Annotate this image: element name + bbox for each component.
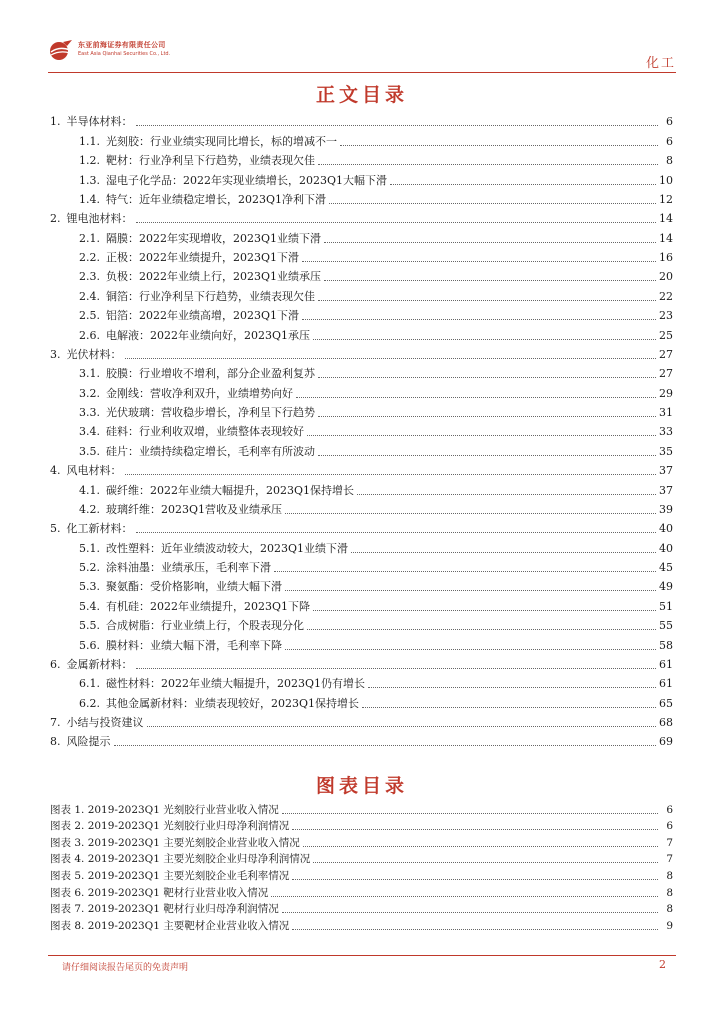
figure-entry-title: 图表 6. 2019-2023Q1 靶材行业营业收入情况 [50,886,269,899]
dot-leader [292,929,658,930]
toc-entry[interactable] [50,420,673,439]
toc-entry-page: 40 [659,541,673,555]
figure-entry-page: 8 [666,869,673,882]
toc-entry-number: 1. [50,115,61,129]
toc-entry-page: 61 [659,657,673,671]
toc-entry[interactable] [50,459,673,478]
figure-entry[interactable] [50,916,673,933]
header-divider [48,72,676,73]
figure-entry-title: 图表 7. 2019-2023Q1 靶材行业归母净利润情况 [50,903,279,916]
toc-entry[interactable] [50,730,673,749]
toc-entry-title: 改性塑料：近年业绩波动较大，2023Q1业绩下滑 [106,541,349,555]
toc-entry-page: 23 [659,309,673,323]
dot-leader [318,416,656,417]
toc-entry[interactable] [50,207,673,226]
figure-entry-title: 图表 1. 2019-2023Q1 光刻胶行业营业收入情况 [50,803,279,816]
toc-entry-page: 55 [659,619,673,633]
toc-entry-page: 33 [659,425,673,439]
dot-leader [136,532,657,533]
table-of-contents [50,110,673,749]
toc-entry-page: 6 [666,115,673,129]
dot-leader [313,339,656,340]
figure-entry-page: 7 [666,853,673,866]
dot-leader [147,726,657,727]
toc-title: 正文目录 [315,84,408,106]
dot-leader [125,474,657,475]
dot-leader [390,184,656,185]
toc-entry-number: 5. [50,522,61,536]
toc-entry[interactable] [50,517,673,536]
dot-leader [318,300,656,301]
toc-entry-number: 5.4. [79,599,100,613]
toc-entry[interactable] [50,594,673,613]
page-number: 2 [659,958,666,971]
toc-entry-page: 37 [659,483,673,497]
dot-leader [303,846,658,847]
figure-entry-page: 6 [666,803,673,816]
figure-entry[interactable] [50,883,673,900]
figure-entry[interactable] [50,900,673,917]
dot-leader [302,319,656,320]
toc-entry[interactable] [50,672,673,691]
toc-entry-page: 40 [659,522,673,536]
toc-entry[interactable] [50,633,673,652]
toc-entry-title: 半导体材料： [66,115,133,129]
toc-entry-title: 光伏材料： [66,347,122,361]
toc-entry[interactable] [50,226,673,245]
toc-entry-page: 8 [666,154,673,168]
figure-entry[interactable] [50,817,673,834]
toc-entry-title: 硅片：业绩持续稳定增长，毛利率有所波动 [106,444,315,458]
dot-leader [307,435,656,436]
toc-entry[interactable] [50,110,673,129]
toc-entry-page: 14 [659,212,673,226]
toc-entry-title: 其他金属新材料：业绩表现较好，2023Q1保持增长 [106,696,360,710]
toc-entry-number: 1.2. [79,154,100,168]
toc-entry-page: 68 [659,716,673,729]
toc-entry-page: 35 [659,444,673,458]
toc-entry-page: 22 [659,289,673,303]
toc-entry-page: 29 [659,386,673,400]
dot-leader [114,745,657,746]
toc-entry-title: 有机硅：2022年业绩提升，2023Q1下降 [106,599,311,613]
toc-entry[interactable] [50,168,673,187]
dot-leader [271,896,658,897]
toc-entry-number: 1.4. [79,192,100,206]
toc-entry-number: 2.2. [79,251,100,264]
toc-entry[interactable] [50,401,673,420]
toc-entry[interactable] [50,188,673,207]
dot-leader [274,571,656,572]
figure-entry[interactable] [50,866,673,883]
toc-entry-title: 隔膜：2022年实现增收，2023Q1业绩下滑 [106,231,322,245]
figure-entry-title: 图表 2. 2019-2023Q1 光刻胶行业归母净利润情况 [50,820,290,833]
toc-entry-number: 2.6. [79,328,100,342]
toc-entry-number: 2.5. [79,309,100,323]
toc-entry-page: 12 [659,192,673,206]
figure-entry[interactable] [50,833,673,850]
company-name-en: East Asia Qianhai Securities Co., Ltd. [78,51,171,57]
toc-entry-title: 靶材：行业净利呈下行趋势，业绩表现欠佳 [106,154,315,168]
toc-entry-number: 4.2. [79,502,100,516]
toc-entry-title: 胶膜：行业增收不增利，部分企业盈利复苏 [106,367,315,381]
figures-title: 图表目录 [315,775,408,797]
toc-entry-number: 1.1. [79,134,100,148]
toc-entry[interactable] [50,653,673,672]
toc-entry-number: 4.1. [79,483,100,497]
toc-entry[interactable] [50,304,673,323]
dot-leader [282,912,658,913]
dot-leader [307,629,656,630]
toc-entry-title: 玻璃纤维：2023Q1营收及业绩承压 [106,502,283,516]
toc-entry-page: 16 [659,251,673,264]
toc-entry[interactable] [50,323,673,342]
toc-entry-title: 碳纤维：2022年业绩大幅提升，2023Q1保持增长 [106,483,355,497]
dot-leader [324,280,656,281]
toc-entry[interactable] [50,536,673,555]
toc-entry-title: 铝箔：2022年业绩高增，2023Q1下滑 [106,309,300,323]
toc-entry-title: 小结与投资建议 [66,716,144,729]
dot-leader [351,552,656,553]
toc-entry-number: 2. [50,212,61,226]
toc-entry-number: 6. [50,657,61,671]
globe-logo-icon [48,40,74,64]
figure-entry[interactable] [50,850,673,867]
dot-leader [313,862,658,863]
toc-entry[interactable] [50,614,673,633]
toc-entry-number: 3.2. [79,386,100,400]
toc-entry-number: 3.5. [79,444,100,458]
page-header [48,40,676,70]
dot-leader [318,377,656,378]
toc-entry-title: 特气：近年业绩稳定增长，2023Q1净利下滑 [106,192,327,206]
toc-entry-title: 光刻胶：行业业绩实现同比增长，标的增减不一 [106,134,337,148]
dot-leader [318,455,656,456]
dot-leader [368,687,656,688]
toc-entry-number: 4. [50,464,61,478]
toc-entry-title: 铜箔：行业净利呈下行趋势，业绩表现欠佳 [106,289,315,303]
toc-entry-page: 20 [659,270,673,284]
toc-entry-page: 61 [659,677,673,691]
toc-entry[interactable] [50,478,673,497]
figure-entry-title: 图表 3. 2019-2023Q1 主要光刻胶企业营业收入情况 [50,836,300,849]
dot-leader [285,590,656,591]
toc-entry-title: 硅料：行业利收双增，业绩整体表现较好 [106,425,304,439]
toc-entry-number: 3.3. [79,406,100,419]
toc-entry-title: 磁性材料：2022年业绩大幅提升，2023Q1仍有增长 [106,677,366,691]
toc-entry-title: 光伏玻璃：营收稳步增长，净利呈下行趋势 [106,406,315,419]
toc-entry-page: 58 [659,638,673,652]
toc-entry-page: 65 [659,696,673,710]
toc-entry-page: 31 [659,406,673,419]
toc-entry[interactable] [50,149,673,168]
toc-entry-number: 6.1. [79,677,100,691]
toc-entry-number: 2.4. [79,289,100,303]
dot-leader [324,242,656,243]
dot-leader [125,358,657,359]
toc-entry-number: 5.5. [79,619,100,633]
toc-entry-number: 3.4. [79,425,100,439]
toc-entry-page: 39 [659,502,673,516]
toc-entry-page: 25 [659,328,673,342]
toc-entry[interactable] [50,284,673,303]
toc-entry-page: 14 [659,231,673,245]
toc-entry[interactable] [50,246,673,265]
figure-entry[interactable] [50,800,673,817]
dot-leader [136,125,659,126]
toc-entry[interactable] [50,498,673,517]
toc-entry-number: 2.1. [79,231,100,245]
toc-entry-number: 3.1. [79,367,100,381]
toc-entry[interactable] [50,575,673,594]
toc-entry-title: 正极：2022年业绩提升，2023Q1下滑 [106,251,300,264]
toc-entry-number: 5.2. [79,561,100,574]
toc-entry-page: 69 [659,735,673,749]
dot-leader [285,649,656,650]
toc-entry-title: 涂料油墨：业绩承压，毛利率下滑 [106,561,271,574]
dot-leader [292,879,658,880]
toc-entry-number: 2.3. [79,270,100,284]
toc-entry-title: 电解液：2022年业绩向好，2023Q1承压 [106,328,311,342]
company-name-cn: 东亚前海证券有限责任公司 [78,41,166,49]
toc-entry-page: 45 [659,561,673,574]
toc-entry[interactable] [50,556,673,575]
toc-entry[interactable] [50,362,673,381]
figure-entry-page: 6 [666,820,673,833]
dot-leader [136,668,657,669]
figure-entry-page: 9 [666,919,673,932]
toc-entry-number: 8. [50,735,61,749]
toc-entry-page: 6 [666,134,673,148]
dot-leader [285,513,656,514]
toc-entry-number: 5.6. [79,638,100,652]
figure-entry-title: 图表 8. 2019-2023Q1 主要靶材企业营业收入情况 [50,919,290,932]
toc-entry-page: 10 [659,173,673,187]
toc-entry-number: 7. [50,716,61,729]
toc-entry[interactable] [50,343,673,362]
toc-entry-page: 37 [659,464,673,478]
footer-divider [48,955,676,956]
figure-entry-title: 图表 4. 2019-2023Q1 主要光刻胶企业归母净利润情况 [50,853,311,866]
toc-entry-title: 合成树脂：行业业绩上行，个股表现分化 [106,619,304,633]
disclaimer: 请仔细阅读报告尾页的免责声明 [62,963,189,973]
dot-leader [292,829,658,830]
toc-entry-title: 风险提示 [66,735,111,749]
dot-leader [329,203,656,204]
toc-entry-title: 化工新材料： [66,522,133,536]
toc-entry-title: 湿电子化学品：2022年实现业绩增长，2023Q1大幅下滑 [106,173,388,187]
toc-entry[interactable] [50,439,673,458]
dot-leader [296,397,656,398]
toc-entry-page: 27 [659,367,673,381]
figure-entry-page: 8 [666,903,673,916]
toc-entry-number: 3. [50,347,61,361]
toc-entry-number: 5.3. [79,580,100,594]
dot-leader [340,145,658,146]
figure-list [50,800,673,933]
figure-entry-title: 图表 5. 2019-2023Q1 主要光刻胶企业毛利率情况 [50,869,290,882]
dot-leader [357,494,656,495]
toc-entry-number: 6.2. [79,696,100,710]
dot-leader [136,222,657,223]
toc-entry-page: 27 [659,347,673,361]
toc-entry-page: 49 [659,580,673,594]
toc-entry[interactable] [50,129,673,148]
toc-entry-title: 膜材料：业绩大幅下滑，毛利率下降 [106,638,282,652]
toc-entry[interactable] [50,711,673,730]
toc-entry-title: 金刚线：营收净利双升，业绩增势向好 [106,386,293,400]
toc-entry-title: 负极：2022年业绩上行，2023Q1业绩承压 [106,270,322,284]
section-label: 化工 [645,56,676,71]
dot-leader [282,813,658,814]
toc-entry[interactable] [50,265,673,284]
toc-entry-number: 1.3. [79,173,100,187]
toc-entry-number: 5.1. [79,541,100,555]
figure-entry-page: 7 [666,836,673,849]
dot-leader [313,610,656,611]
toc-entry[interactable] [50,691,673,710]
toc-entry-title: 金属新材料： [66,657,133,671]
dot-leader [362,707,656,708]
dot-leader [318,164,658,165]
toc-entry[interactable] [50,381,673,400]
dot-leader [302,261,656,262]
toc-entry-title: 锂电池材料： [66,212,133,226]
company-logo [48,40,170,64]
toc-entry-title: 风电材料： [66,464,122,478]
toc-entry-page: 51 [659,599,673,613]
toc-entry-title: 聚氨酯：受价格影响，业绩大幅下滑 [106,580,282,594]
figure-entry-page: 8 [666,886,673,899]
